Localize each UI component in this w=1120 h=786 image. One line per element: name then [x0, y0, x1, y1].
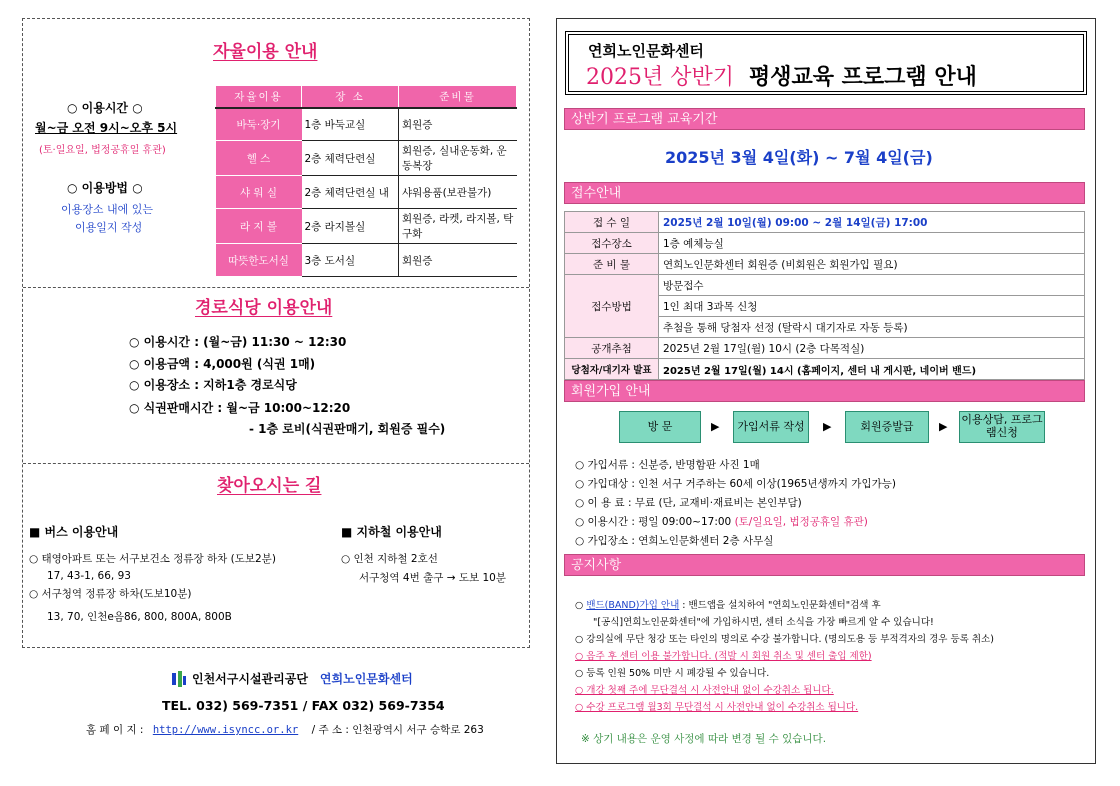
row-place: 2층 라지볼실: [302, 209, 399, 244]
flow-step-documents: 가입서류 작성: [733, 411, 809, 443]
notice-item: ○ 음주 후 센터 이용 불가합니다. (적발 시 회원 취소 및 센터 출입 제한): [575, 651, 872, 662]
center-title: 연희노인문화센터: [588, 42, 704, 60]
row-place: 2층 체력단련실: [302, 141, 399, 176]
col-header-items: 준비물: [399, 86, 517, 108]
table-row: [216, 108, 517, 141]
row-items: 회원증, 실내운동화, 운동복장: [399, 141, 517, 176]
bus-stop-2: ○ 서구청역 정류장 하차(도보10분): [29, 588, 192, 600]
footnote: ※ 상기 내용은 운영 사정에 따라 변경 될 수 있습니다.: [581, 733, 827, 745]
self-use-title: 자율이용 안내: [213, 42, 318, 62]
contact-web: [86, 722, 484, 737]
table-row: [216, 141, 517, 176]
title-box: [565, 31, 1087, 95]
reception-value: 추첨을 통해 당첨자 선정 (탈락시 대기자로 자동 등록): [659, 317, 1085, 338]
member-place: ○ 가입장소 : 연희노인문화센터 2층 사무실: [575, 535, 774, 547]
row-place: 1층 바둑교실: [302, 108, 399, 141]
row-items: 회원증: [399, 244, 517, 277]
table-row: [565, 233, 1085, 254]
homepage-label: 홈 페 이 지 :: [86, 724, 144, 736]
reception-key: 준 비 물: [565, 254, 659, 275]
cafeteria-line: ○ 이용금액 : 4,000원 (식권 1매): [129, 357, 316, 371]
method-line-1: 이용장소 내에 있는: [61, 203, 154, 216]
reception-table: [564, 211, 1085, 380]
table-row: [565, 212, 1085, 233]
band-link[interactable]: 밴드(BAND)가입 안내: [586, 600, 680, 611]
notice-item: ○ 강의실에 무단 청강 또는 타인의 명의로 수강 불가합니다. (명의도용 등 부적격자의 경우 등록 취소): [575, 634, 994, 645]
self-use-table: [215, 85, 517, 277]
bus-stop-1: ○ 태영아파트 또는 서구보건소 정류장 하차 (도보2분): [29, 553, 276, 565]
notice-bar: 공지사항: [564, 554, 1085, 576]
org-name: 인천서구시설관리공단: [192, 672, 308, 686]
col-header-place: 장 소: [302, 86, 399, 108]
table-row: [216, 244, 517, 277]
flow-arrow-icon: ▶: [939, 420, 948, 433]
table-row: [565, 338, 1085, 359]
reception-value: 2025년 2월 17일(월) 10시 (2층 다목적실): [659, 338, 1085, 359]
subway-line: ○ 인천 지하철 2호선: [341, 553, 438, 565]
row-items: 샤워용품(보관불가): [399, 176, 517, 209]
flow-step-consult: 이용상담, 프로그램신청: [959, 411, 1045, 443]
main-title-program: 평생교육 프로그램 안내: [749, 64, 977, 90]
subway-heading: ■ 지하철 이용안내: [341, 525, 442, 539]
row-items: 회원증: [399, 108, 517, 141]
bus-routes-2: 13, 70, 인천e음86, 800, 800A, 800B: [47, 611, 232, 623]
reception-value: 연희노인문화센터 회원증 (비회원은 회원가입 필요): [659, 254, 1085, 275]
reception-key: 당첨자/대기자 발표: [565, 359, 659, 380]
row-items: 회원증, 라켓, 라지볼, 탁구화: [399, 209, 517, 244]
cafeteria-title: 경로식당 이용안내: [195, 298, 333, 318]
reception-key: 공개추첨: [565, 338, 659, 359]
reception-bar: 접수안내: [564, 182, 1085, 204]
row-activity: 바둑·장기: [216, 108, 302, 141]
reception-value: 2025년 2월 10일(월) 09:00 ~ 2월 14일(금) 17:00: [659, 212, 1085, 233]
reception-key: 접수장소: [565, 233, 659, 254]
address: / 주 소 : 인천광역시 서구 승학로 263: [311, 724, 484, 736]
method-line-2: 이용일지 작성: [75, 221, 143, 234]
member-fee: ○ 이 용 료 : 무료 (단, 교재비·재료비는 본인부담): [575, 497, 802, 509]
hours-value: 월~금 오전 9시~오후 5시: [35, 121, 178, 135]
member-bar: 회원가입 안내: [564, 380, 1085, 402]
cafeteria-line: ○ 식권판매시간 : 월~금 10:00~12:20: [129, 401, 351, 415]
center-name: 연희노인문화센터: [319, 672, 413, 686]
hours-heading: ○ 이용시간 ○: [67, 101, 143, 115]
subway-exit: 서구청역 4번 출구 → 도보 10분: [359, 572, 506, 584]
main-title: [586, 60, 977, 91]
directions-title: 찾아오시는 길: [217, 476, 322, 496]
col-header-activity: 자율이용: [216, 86, 302, 108]
notice-bullet: ○: [575, 600, 587, 611]
table-row: [216, 209, 517, 244]
reception-value: 2025년 2월 17일(월) 14시 (홈페이지, 센터 내 게시판, 네이버 밴드): [659, 359, 1085, 380]
table-row: [565, 359, 1085, 380]
reception-value: 방문접수: [659, 275, 1085, 296]
member-hours-note: (토/일요일, 법정공휴일 휴관): [734, 516, 868, 528]
row-place: 3층 도서실: [302, 244, 399, 277]
bus-routes-1: 17, 43-1, 66, 93: [47, 570, 131, 582]
reception-key: 접수방법: [565, 275, 659, 338]
homepage-link[interactable]: http://www.isyncc.or.kr: [152, 724, 299, 736]
member-target: ○ 가입대상 : 인천 서구 거주하는 60세 이상(1965년생까지 가입가능): [575, 478, 896, 490]
notice-band: [575, 597, 881, 611]
notice-item: ○ 수강 프로그램 월3회 무단결석 시 사전안내 없이 수강취소 됩니다.: [575, 702, 859, 713]
reception-value: 1층 예체능실: [659, 233, 1085, 254]
left-panel: [22, 18, 530, 648]
reception-key: 접 수 일: [565, 212, 659, 233]
flow-arrow-icon: ▶: [711, 420, 720, 433]
contact-tel: TEL. 032) 569-7351 / FAX 032) 569-7354: [162, 698, 445, 713]
table-row: [565, 254, 1085, 275]
method-heading: ○ 이용방법 ○: [67, 181, 143, 195]
member-hours: [575, 514, 868, 529]
table-row: [565, 275, 1085, 296]
member-docs: ○ 가입서류 : 신분증, 반명함판 사진 1매: [575, 459, 760, 471]
cafeteria-sub: - 1층 로비(식권판매기, 회원증 필수): [249, 422, 446, 436]
notice-item: ○ 개강 첫째 주에 무단결석 시 사전안내 없이 수강취소 됩니다.: [575, 685, 834, 696]
section-divider: [23, 463, 529, 464]
main-title-year: 2025년 상반기: [586, 65, 734, 90]
education-period: 2025년 3월 4일(화) ~ 7월 4일(금): [665, 148, 933, 167]
flow-arrow-icon: ▶: [823, 420, 832, 433]
row-place: 2층 체력단련실 내: [302, 176, 399, 209]
period-bar: 상반기 프로그램 교육기간: [564, 108, 1085, 130]
row-activity: 라 지 볼: [216, 209, 302, 244]
hours-note: (토·일요일, 법정공휴일 휴관): [39, 145, 166, 156]
right-panel: [556, 18, 1096, 764]
footer-brand: [172, 670, 413, 687]
row-activity: 헬 스: [216, 141, 302, 176]
member-hours-text: ○ 이용시간 : 평일 09:00~17:00: [575, 516, 735, 528]
row-activity: 따뜻한도서실: [216, 244, 302, 277]
reception-value: 1인 최대 3과목 신청: [659, 296, 1085, 317]
notice-band-text: : 밴드앱을 설치하여 "연희노인문화센터"검색 후: [679, 600, 881, 611]
notice-item: ○ 등록 인원 50% 미만 시 폐강될 수 있습니다.: [575, 668, 770, 679]
row-activity: 샤 워 실: [216, 176, 302, 209]
bus-heading: ■ 버스 이용안내: [29, 525, 119, 539]
cafeteria-line: ○ 이용시간 : (월~금) 11:30 ~ 12:30: [129, 335, 347, 349]
table-row: [216, 176, 517, 209]
org-logo-icon: [172, 671, 186, 687]
section-divider: [23, 287, 529, 288]
flow-step-card: 회원증발급: [845, 411, 929, 443]
cafeteria-line: ○ 이용장소 : 지하1층 경로식당: [129, 378, 297, 392]
notice-band-cont: "[공식]연희노인문화센터"에 가입하시면, 센터 소식을 가장 빠르게 알 수 있습니다!: [593, 617, 934, 628]
flow-step-visit: 방 문: [619, 411, 701, 443]
